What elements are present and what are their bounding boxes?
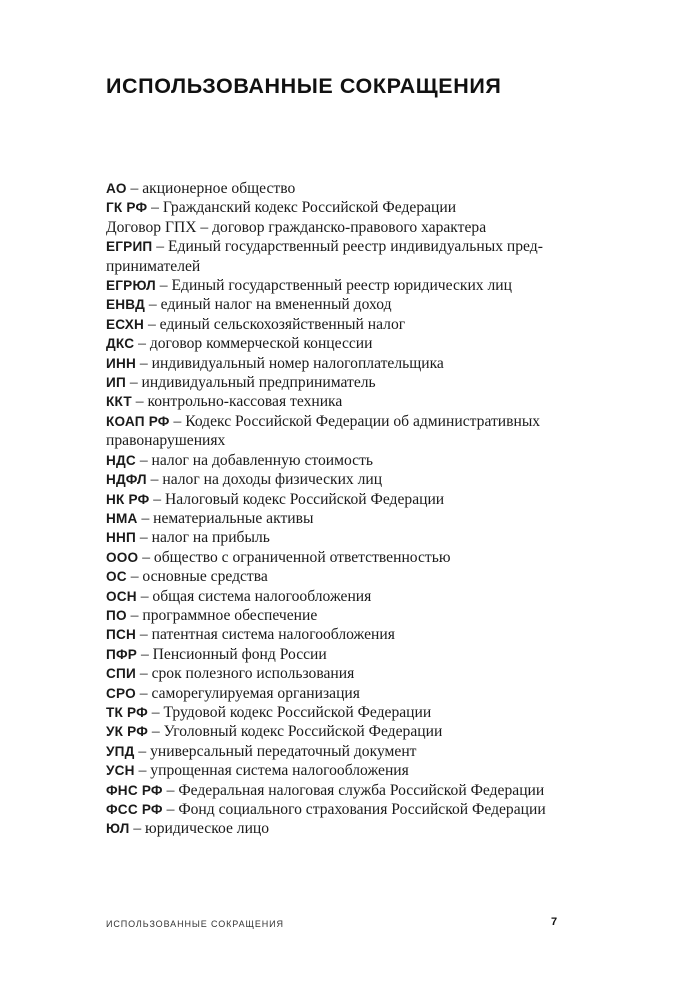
abbreviation-separator: – [135, 684, 152, 702]
abbreviation-entry [106, 528, 576, 547]
abbreviation-term: НДФЛ [106, 472, 147, 488]
abbreviation-entry [106, 645, 576, 664]
abbreviation-entry [106, 392, 576, 411]
abbreviation-entry [106, 761, 576, 780]
abbreviation-entry [106, 548, 576, 567]
abbreviation-term: ДКС [106, 336, 135, 352]
abbreviation-term: ОСН [106, 588, 137, 604]
abbreviation-definition: налог на добавленную стоимость [151, 451, 374, 469]
abbreviation-entry [106, 373, 576, 392]
abbreviation-term: ННП [106, 530, 137, 546]
abbreviation-term: ТК РФ [106, 704, 148, 720]
abbreviation-definition: индивидуальный предприниматель [141, 374, 376, 392]
abbreviation-definition: акционерное общество [142, 180, 296, 197]
abbreviation-definition: Трудовой кодекс Российской Федерации [163, 703, 432, 721]
abbreviation-term: ПСН [106, 627, 137, 643]
abbreviation-entry [106, 664, 576, 683]
abbreviation-term: УПД [106, 743, 135, 759]
abbreviation-term: УК РФ [106, 724, 149, 740]
abbreviation-separator: – [136, 626, 152, 644]
abbreviation-term: ЕГРЮЛ [106, 278, 156, 294]
abbreviation-entry [106, 625, 576, 644]
abbreviation-separator: – [144, 315, 160, 333]
abbreviation-separator: – [149, 490, 165, 508]
abbreviation-definition: Федеральная налоговая служба Российской Федерации [178, 781, 545, 799]
abbreviation-entry [106, 684, 576, 703]
abbreviation-definition: общая система налогообложения [152, 587, 372, 605]
abbreviation-separator: – [162, 781, 179, 799]
abbreviation-definition: Фонд социального страхования Российской Федерации [178, 801, 546, 818]
abbreviation-entry [106, 800, 576, 819]
page-number: 7 [551, 916, 558, 928]
abbreviation-separator: – [138, 548, 154, 566]
abbreviation-term: НК РФ [106, 491, 150, 507]
abbreviation-definition: Уголовный кодекс Российской Федерации [163, 723, 443, 741]
abbreviation-entry [106, 218, 576, 237]
abbreviation-definition: патентная система налогообложения [151, 626, 395, 644]
abbreviation-definition: Единый государственный реестр индивидуальных предпринимателей [106, 238, 543, 275]
abbreviation-definition: основные средства [142, 568, 268, 586]
abbreviation-separator: – [162, 801, 179, 818]
abbreviation-term: ПО [106, 607, 127, 623]
abbreviation-separator: – [136, 587, 153, 605]
abbreviation-entry [106, 237, 576, 276]
abbreviation-term: СРО [106, 685, 136, 701]
abbreviation-separator: – [126, 606, 143, 624]
abbreviation-term: АО [106, 181, 127, 196]
abbreviation-separator: – [196, 218, 213, 236]
abbreviation-entry [106, 490, 576, 509]
abbreviation-definition: контрольно-кассовая техника [147, 393, 343, 411]
abbreviation-separator: – [169, 412, 186, 430]
abbreviation-entry [106, 703, 576, 722]
abbreviation-definition: Единый государственный реестр юридических лиц [171, 277, 512, 295]
abbreviation-entry [106, 276, 576, 295]
abbreviation-separator: – [146, 471, 163, 489]
abbreviation-entry [106, 179, 576, 198]
abbreviation-definition: Кодекс Российской Федерации об административных правонарушениях [106, 412, 541, 450]
abbreviation-entry [106, 819, 576, 838]
abbreviation-separator: – [125, 374, 142, 392]
abbreviation-separator: – [147, 703, 164, 721]
abbreviation-definition: общество с ограниченной ответственностью [153, 548, 451, 566]
abbreviation-term: ЕНВД [106, 297, 146, 313]
abbreviation-definition: универсальный передаточный документ [150, 742, 417, 760]
abbreviation-term: ИНН [106, 355, 137, 371]
abbreviation-entry [106, 334, 576, 353]
abbreviation-separator: – [135, 665, 152, 683]
abbreviation-term: НМА [106, 510, 138, 526]
abbreviation-entry [106, 722, 576, 741]
abbreviation-term: НДС [106, 452, 136, 468]
abbreviation-term: ГК РФ [106, 200, 148, 216]
abbreviation-definition: Гражданский кодекс Российской Федерации [162, 199, 457, 217]
abbreviation-entry [106, 451, 576, 470]
abbreviation-term: ЕГРИП [106, 239, 153, 255]
abbreviation-definition: упрощенная система налогообложения [150, 762, 409, 780]
page-title: ИСПОЛЬЗОВАННЫЕ СОКРАЩЕНИЯ [106, 74, 502, 98]
abbreviation-separator: – [134, 762, 151, 780]
abbreviation-entry [106, 295, 576, 314]
abbreviation-list [106, 179, 576, 839]
abbreviation-separator: – [136, 529, 152, 547]
abbreviation-definition: единый налог на вмененный доход [160, 296, 392, 314]
abbreviation-entry [106, 567, 576, 586]
abbreviation-separator: – [134, 335, 150, 353]
abbreviation-definition: юридическое лицо [145, 820, 270, 838]
abbreviation-entry [106, 742, 576, 761]
abbreviation-separator: – [155, 277, 172, 295]
abbreviation-separator: – [134, 742, 151, 760]
abbreviation-entry [106, 198, 576, 217]
abbreviation-separator: – [148, 723, 164, 741]
abbreviation-term: ИП [106, 375, 126, 391]
running-footer-title: ИСПОЛЬЗОВАННЫЕ СОКРАЩЕНИЯ [106, 919, 284, 929]
abbreviation-term: ЕСХН [106, 316, 145, 332]
abbreviation-separator: – [137, 645, 153, 663]
abbreviation-separator: – [152, 238, 168, 256]
abbreviation-definition: налог на доходы физических лиц [162, 471, 383, 489]
abbreviation-definition: программное обеспечение [142, 606, 318, 624]
abbreviation-definition: договор коммерческой концессии [149, 335, 373, 353]
abbreviation-term: КОАП РФ [106, 413, 170, 429]
abbreviation-separator: – [147, 199, 163, 217]
abbreviation-separator: – [135, 451, 152, 469]
abbreviation-separator: – [137, 509, 154, 527]
abbreviation-term: ФСС РФ [106, 802, 163, 817]
abbreviation-term: ККТ [106, 394, 132, 410]
abbreviation-entry [106, 470, 576, 489]
abbreviation-definition: нематериальные активы [153, 509, 314, 527]
abbreviation-entry [106, 412, 576, 451]
abbreviation-entry [106, 509, 576, 528]
abbreviation-definition: налог на прибыль [151, 529, 270, 547]
abbreviation-definition: Пенсионный фонд России [152, 645, 327, 663]
abbreviation-entry [106, 315, 576, 334]
abbreviation-term: ОС [106, 569, 127, 585]
abbreviation-definition: договор гражданско-правового характера [212, 218, 487, 236]
abbreviation-separator: – [136, 354, 152, 372]
abbreviation-separator: – [126, 180, 143, 197]
abbreviation-entry [106, 606, 576, 625]
abbreviation-definition: Налоговый кодекс Российской Федерации [164, 490, 445, 508]
abbreviation-definition: саморегулируемая организация [151, 684, 360, 702]
abbreviation-separator: – [131, 393, 148, 411]
abbreviation-term: ФНС РФ [106, 782, 163, 798]
abbreviation-separator: – [126, 568, 143, 586]
abbreviation-definition: срок полезного использования [151, 665, 355, 683]
abbreviation-entry [106, 354, 576, 373]
abbreviation-term: ЮЛ [106, 821, 130, 837]
abbreviation-definition: индивидуальный номер налогоплательщика [151, 354, 444, 372]
abbreviation-term: Договор ГПХ [106, 218, 197, 236]
abbreviation-term: СПИ [106, 666, 136, 682]
abbreviation-term: ООО [106, 549, 139, 565]
abbreviation-separator: – [129, 820, 146, 838]
abbreviation-entry [106, 781, 576, 800]
abbreviation-entry [106, 587, 576, 606]
abbreviation-term: УСН [106, 763, 135, 779]
abbreviation-separator: – [145, 296, 161, 314]
abbreviation-definition: единый сельскохозяйственный налог [159, 315, 406, 333]
abbreviation-term: ПФР [106, 646, 138, 662]
